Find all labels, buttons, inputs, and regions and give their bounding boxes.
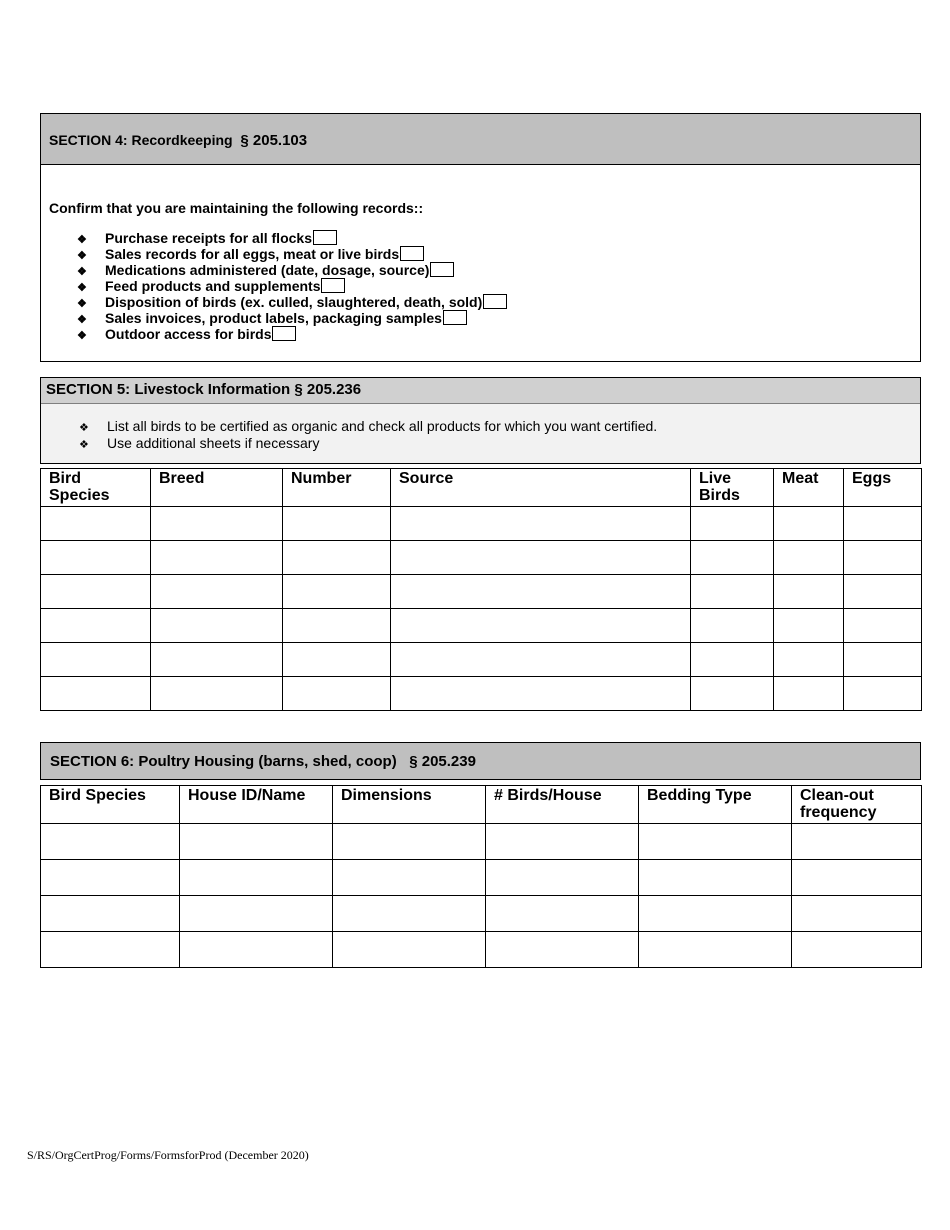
note-item (79, 418, 920, 435)
table-cell[interactable] (691, 507, 774, 541)
table-cell[interactable] (283, 677, 391, 711)
table-row (41, 860, 922, 896)
table-cell[interactable] (151, 575, 283, 609)
table-cell[interactable] (774, 609, 844, 643)
table-cell[interactable] (486, 896, 639, 932)
livestock-table-body (41, 507, 922, 711)
table-header-row (41, 469, 922, 507)
table-cell[interactable] (844, 643, 922, 677)
checkbox[interactable] (400, 246, 424, 261)
table-cell[interactable] (41, 507, 151, 541)
table-cell[interactable] (283, 575, 391, 609)
section-4-recordkeeping (40, 113, 921, 362)
table-cell[interactable] (333, 860, 486, 896)
col-header-breed: Breed (151, 469, 283, 507)
table-row (41, 643, 922, 677)
checklist-item (77, 294, 507, 310)
checkbox[interactable] (272, 326, 296, 341)
table-cell[interactable] (283, 507, 391, 541)
table-cell[interactable] (486, 860, 639, 896)
table-cell[interactable] (844, 575, 922, 609)
table-cell[interactable] (844, 677, 922, 711)
checkbox[interactable] (321, 278, 345, 293)
footer-form-id: S/RS/OrgCertProg/Forms/FormsforProd (December 2020) (27, 1148, 309, 1162)
housing-table (40, 785, 922, 968)
table-cell[interactable] (41, 575, 151, 609)
diamond-bullet-icon: ❖ (77, 266, 87, 278)
checklist-item (77, 246, 507, 262)
checklist-item (77, 230, 507, 246)
table-cell[interactable] (391, 541, 691, 575)
table-cell[interactable] (151, 609, 283, 643)
table-cell[interactable] (41, 643, 151, 677)
table-cell[interactable] (41, 932, 180, 968)
table-cell[interactable] (639, 860, 792, 896)
table-cell[interactable] (151, 677, 283, 711)
table-cell[interactable] (639, 932, 792, 968)
checkbox[interactable] (313, 230, 337, 245)
table-cell[interactable] (792, 824, 922, 860)
diamond-bullet-icon: ❖ (77, 250, 87, 262)
table-cell[interactable] (391, 643, 691, 677)
diamond-bullet-icon: ❖ (79, 422, 89, 434)
table-cell[interactable] (41, 541, 151, 575)
table-cell[interactable] (774, 507, 844, 541)
table-cell[interactable] (41, 677, 151, 711)
diamond-bullet-icon: ❖ (79, 439, 89, 451)
table-cell[interactable] (792, 932, 922, 968)
table-cell[interactable] (691, 541, 774, 575)
table-cell[interactable] (792, 860, 922, 896)
section-6-ref: § 205.239 (409, 753, 476, 770)
table-cell[interactable] (639, 824, 792, 860)
col-header-live-birds: Live Birds (691, 469, 774, 507)
table-row (41, 609, 922, 643)
table-cell[interactable] (391, 575, 691, 609)
note-text: List all birds to be certified as organic and check all products for which you want certified. (107, 418, 658, 434)
table-row (41, 677, 922, 711)
table-cell[interactable] (151, 643, 283, 677)
diamond-bullet-icon: ❖ (77, 282, 87, 294)
checkbox[interactable] (483, 294, 507, 309)
checklist-item (77, 262, 507, 278)
table-cell[interactable] (391, 609, 691, 643)
checklist-item (77, 326, 507, 342)
table-cell[interactable] (486, 932, 639, 968)
col-header-bedding-type: Bedding Type (639, 786, 792, 824)
section-6-title: SECTION 6: Poultry Housing (barns, shed, coop) (50, 753, 397, 770)
checklist-label: Purchase receipts for all flocks (105, 230, 312, 246)
table-row (41, 896, 922, 932)
table-cell[interactable] (283, 609, 391, 643)
table-cell[interactable] (41, 824, 180, 860)
table-cell[interactable] (774, 541, 844, 575)
col-header-source: Source (391, 469, 691, 507)
table-cell[interactable] (391, 507, 691, 541)
table-cell[interactable] (639, 896, 792, 932)
diamond-bullet-icon: ❖ (77, 234, 87, 246)
section-6-header (40, 742, 921, 780)
section-4-intro: Confirm that you are maintaining the following records:: (49, 200, 424, 216)
col-header-bird-species: Bird Species (41, 469, 151, 507)
section-4-title: SECTION 4: Recordkeeping (49, 132, 233, 148)
table-row (41, 824, 922, 860)
checklist-label: Feed products and supplements (105, 278, 321, 294)
table-cell[interactable] (283, 643, 391, 677)
col-header-dimensions: Dimensions (333, 786, 486, 824)
checklist-label: Sales records for all eggs, meat or live birds (105, 246, 400, 262)
section-4-header (41, 114, 920, 165)
housing-table-body (41, 824, 922, 968)
livestock-table (40, 468, 922, 711)
table-cell[interactable] (333, 896, 486, 932)
table-cell[interactable] (691, 677, 774, 711)
table-cell[interactable] (391, 677, 691, 711)
section-5-notes (41, 404, 920, 452)
table-cell[interactable] (283, 541, 391, 575)
table-row (41, 932, 922, 968)
col-header-clean-out-frequency: Clean-out frequency (792, 786, 922, 824)
table-cell[interactable] (180, 896, 333, 932)
table-row (41, 507, 922, 541)
col-header-house-id: House ID/Name (180, 786, 333, 824)
table-cell[interactable] (691, 575, 774, 609)
records-checklist (77, 230, 507, 342)
section-5-livestock (40, 377, 921, 464)
diamond-bullet-icon: ❖ (77, 330, 87, 342)
table-cell[interactable] (41, 609, 151, 643)
table-cell[interactable] (41, 896, 180, 932)
table-row (41, 541, 922, 575)
checklist-label: Outdoor access for birds (105, 326, 272, 342)
checklist-item (77, 310, 507, 326)
col-header-bird-species: Bird Species (41, 786, 180, 824)
table-cell[interactable] (486, 824, 639, 860)
table-cell[interactable] (180, 860, 333, 896)
table-cell[interactable] (844, 541, 922, 575)
note-text: Use additional sheets if necessary (107, 435, 320, 451)
table-cell[interactable] (41, 860, 180, 896)
col-header-eggs: Eggs (844, 469, 922, 507)
table-cell[interactable] (691, 609, 774, 643)
col-header-meat: Meat (774, 469, 844, 507)
table-cell[interactable] (333, 932, 486, 968)
diamond-bullet-icon: ❖ (77, 298, 87, 310)
table-cell[interactable] (151, 507, 283, 541)
col-header-number: Number (283, 469, 391, 507)
note-item (79, 435, 920, 452)
checklist-item (77, 278, 507, 294)
diamond-bullet-icon: ❖ (77, 314, 87, 326)
table-cell[interactable] (844, 507, 922, 541)
table-cell[interactable] (691, 643, 774, 677)
table-cell[interactable] (151, 541, 283, 575)
table-cell[interactable] (774, 643, 844, 677)
table-header-row (41, 786, 922, 824)
table-cell[interactable] (774, 575, 844, 609)
table-row (41, 575, 922, 609)
table-cell[interactable] (180, 824, 333, 860)
checklist-label: Disposition of birds (ex. culled, slaughtered, death, sold) (105, 294, 483, 310)
col-header-birds-per-house: # Birds/House (486, 786, 639, 824)
checklist-label: Sales invoices, product labels, packaging samples (105, 310, 442, 326)
checkbox[interactable] (443, 310, 467, 325)
table-cell[interactable] (180, 932, 333, 968)
table-cell[interactable] (774, 677, 844, 711)
checklist-label: Medications administered (date, dosage, source) (105, 262, 430, 278)
table-cell[interactable] (844, 609, 922, 643)
checkbox[interactable] (430, 262, 454, 277)
section-5-title: SECTION 5: Livestock Information § 205.236 (41, 378, 920, 404)
section-4-ref: § 205.103 (240, 132, 308, 149)
table-cell[interactable] (333, 824, 486, 860)
table-cell[interactable] (792, 896, 922, 932)
